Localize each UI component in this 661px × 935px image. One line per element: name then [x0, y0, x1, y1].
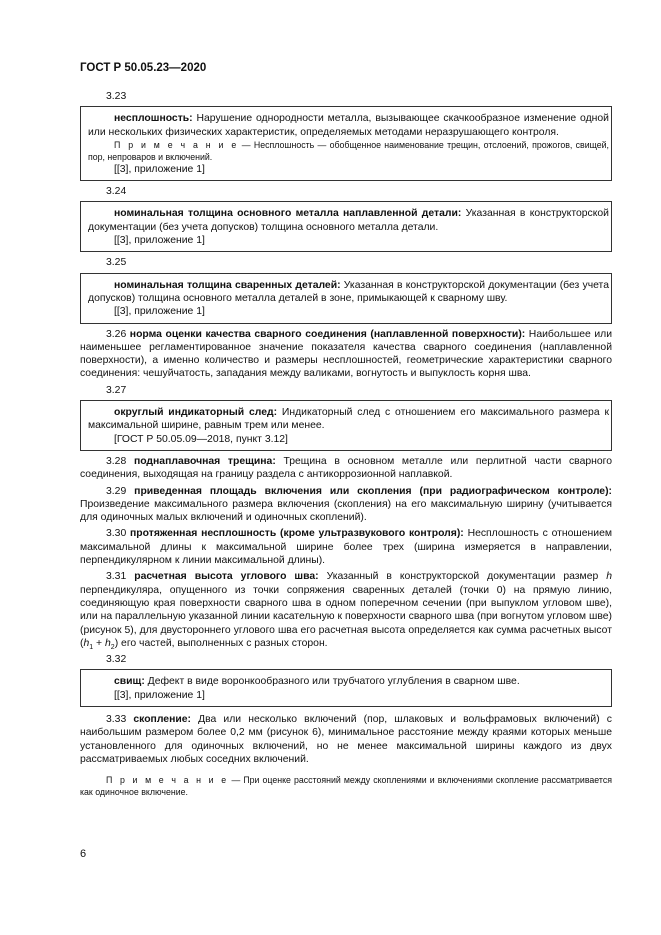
source-reference: [[3], приложение 1] — [114, 235, 205, 247]
definition: Индикаторный след с отношением его максимального размера к максимальной ширине, равным трем или менее. — [88, 407, 609, 432]
definition: Указанная в конструкторской документации (без учета допусков) толщина основного металла детали. — [88, 208, 609, 233]
definition: Указанный в конструкторской документации размер — [318, 571, 607, 583]
definition: Трещина в основном металле или перлитной части сварного соединения, выходящая на границу раздела с антикоррозионной наплавкой. — [80, 455, 612, 481]
source-reference: [[3], приложение 1] — [114, 163, 205, 175]
entry-number: 3.26 — [106, 328, 127, 340]
page-number: 6 — [80, 848, 87, 860]
term: норма оценки качества сварного соединения (наплавленной поверхности): — [129, 328, 526, 340]
definition-paragraph — [80, 527, 612, 567]
definition: Дефект в виде воронкообразного или трубчатого углубления в сварном шве. — [144, 676, 520, 688]
definition-text — [88, 207, 609, 234]
definition-paragraph — [80, 455, 612, 482]
definition: Указанная в конструкторской документации (без учета допусков) толщина основного металла деталей в зоне, примыкающей к сварному шву. — [88, 279, 609, 304]
definition: Произведение максимального размера включения (скопления) на его максимальную ширину (учитывается для одиночных малых включений и одиночных скоплений). — [80, 498, 612, 524]
symbol-h2: h — [105, 637, 111, 649]
term: несплошность: — [114, 113, 193, 125]
term: скопление: — [133, 713, 191, 725]
term: поднаплавочная трещина: — [133, 455, 276, 467]
symbol-h1: h — [83, 637, 90, 649]
definition: Несплошность с отношением максимальной длины к максимальной ширине более трех (ширина измеряется в направлении, перпендикулярном к линии максимальной длины). — [80, 528, 613, 567]
entry-number: 3.23 — [106, 91, 127, 102]
definition-box — [80, 400, 612, 451]
definition-box — [80, 273, 612, 324]
source-reference: [[3], приложение 1] — [114, 306, 205, 318]
definition-paragraph — [80, 570, 612, 650]
note-text: — При оценке расстояний между скоплениями и включениями скопление рассматривается как одиночное включение. — [80, 775, 613, 798]
term: свищ: — [114, 676, 145, 688]
term: расчетная высота углового шва: — [134, 571, 319, 583]
document-body — [80, 90, 612, 802]
entry-number: 3.33 — [106, 713, 127, 725]
term: протяженная несплошность (кроме ультразвукового контроля): — [130, 528, 464, 540]
term: округлый индикаторный след: — [114, 407, 278, 419]
note — [80, 774, 612, 798]
plus-sign: + — [93, 637, 105, 649]
subscript-1: 1 — [89, 643, 94, 651]
definition-box — [80, 669, 612, 707]
subscript-2: 2 — [110, 643, 115, 651]
definition-text — [88, 406, 609, 433]
definition: ) его частей, выполненных с разных сторон. — [114, 637, 328, 649]
entry-number: 3.30 — [106, 528, 127, 540]
definition-box — [80, 106, 612, 181]
entry-number: 3.29 — [106, 485, 127, 497]
document-header: ГОСТ Р 50.05.23—2020 — [80, 62, 207, 74]
definition-paragraph — [80, 485, 612, 525]
definition-text — [88, 279, 609, 306]
entry-number: 3.27 — [106, 384, 127, 396]
definition: Наибольшее или наименьшее регламентированное значение показателя качества сварного соединения (наплавленной поверхности), а именно количество и размеры несплошностей, геометрические характеристики сварного соединения: чешуйчатость, западания между валиками, вогнутость и выпуклость корня шва. — [80, 328, 613, 380]
source-reference: [ГОСТ Р 50.05.09—2018, пункт 3.12] — [114, 433, 288, 445]
note-label: П р и м е ч а н и е — [114, 139, 239, 150]
definition-text — [88, 112, 609, 139]
definition-paragraph — [80, 328, 612, 381]
definition-box — [80, 201, 612, 252]
source-reference: [[3], приложение 1] — [114, 689, 205, 701]
entry-number: 3.31 — [106, 571, 127, 583]
definition-paragraph — [80, 713, 612, 766]
term: приведенная площадь включения или скопления (при радиографическом контроле): — [134, 485, 613, 497]
term: номинальная толщина сваренных деталей: — [114, 279, 341, 291]
entry-number: 3.24 — [106, 186, 127, 198]
term: номинальная толщина основного металла наплавленной детали: — [114, 208, 462, 220]
note-label: П р и м е ч а н и е — [106, 775, 229, 786]
entry-number: 3.28 — [106, 455, 127, 467]
note-text: — Несплошность — обобщенное наименование трещин, отслоений, прожогов, свищей, пор, непроваров и включений. — [88, 139, 610, 162]
symbol-h: h — [606, 571, 612, 583]
definition-text — [88, 675, 609, 688]
definition: Нарушение однородности металла, вызывающее скачкообразное изменение одной или нескольких физических характеристик, определяемых методами неразрушающего контроля. — [88, 113, 609, 138]
entry-number: 3.32 — [106, 654, 127, 666]
definition: перпендикуляра, опущенного из точки сопряжения сваренных деталей (точки 0) на прямую линию, соединяющую края поверхности сварного шва в одном поперечном сечении (при выпуклом угловом шве), или на параллельную указанной линии касательную к поверхности сварного шва (при вогнутом угловом шве) (рисунок 5), для двустороннего углового шва его расчетная высота определяется как сумма расчетных высот ( — [80, 584, 612, 649]
definition: Два или несколько включений (пор, шлаковых и вольфрамовых включений) с наибольшим размером более 0,2 мм (рисунок 6), минимальное расстояние между краями которых меньше установленного для одиночных включений, но не менее максимальной ширины каждого из двух рассматриваемых любых соседних включений. — [80, 713, 612, 765]
entry-number: 3.25 — [106, 257, 127, 269]
note — [88, 139, 609, 163]
